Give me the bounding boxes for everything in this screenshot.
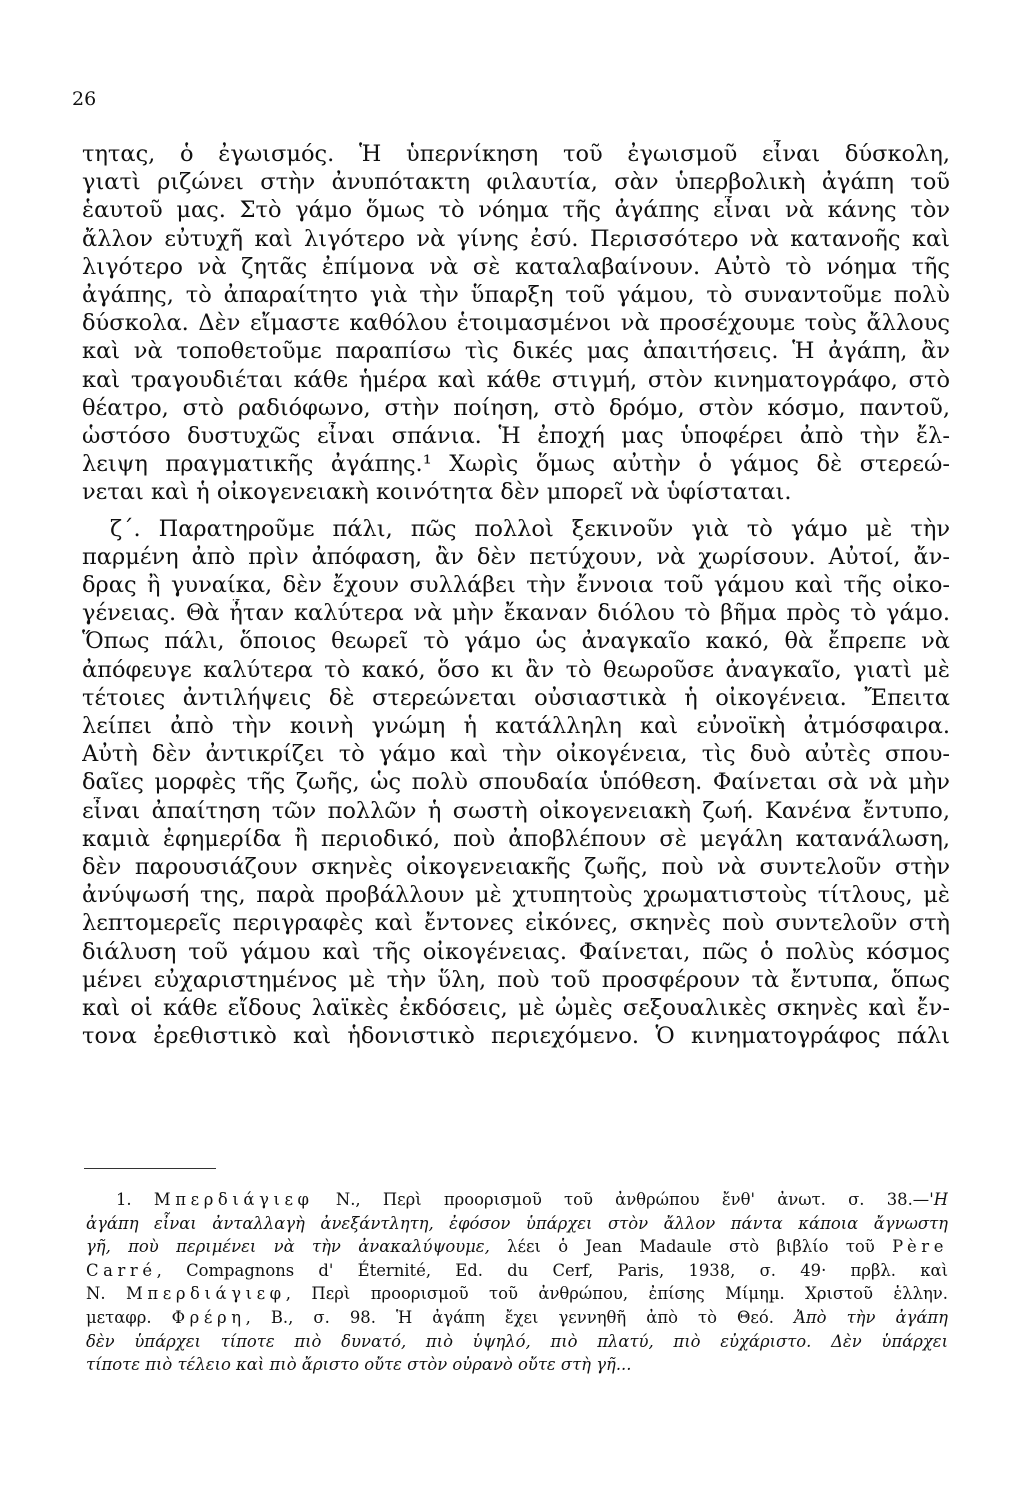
footnote-text: , Β., σ. 98. Ἡ ἀγάπη ἔχει γεννηθῆ ἀπὸ τὸ Θεό. [245,1307,795,1327]
page-number: 26 [72,88,97,110]
text-line: γιατὶ ριζώνει στὴν ἀνυπότακτη φιλαυτία, σὰν ὑπερβολικὴ ἀγάπη τοῦ [82,169,950,196]
footnote-line [86,1282,948,1306]
text-line: δύσκολα. Δὲν εἴμαστε καθόλου ἑτοιμασμένοι νὰ προσέχουμε τοὺς ἄλλους [82,310,950,337]
footnote-line [86,1259,948,1283]
text-line: ἀπόφευγε καλύτερα τὸ κακό, ὅσο κι ἂν τὸ θεωροῦσε ἀναγκαῖο, γιατὶ μὲ [82,656,950,683]
footnote-line [86,1188,948,1212]
text-line: διάλυση τοῦ γάμου καὶ τῆς οἰκογένειας. Φαίνεται, πῶς ὁ πολὺς κόσμος [82,938,950,965]
text-line: λείπει ἀπὸ τὴν κοινὴ γνώμη ἡ κατάλληλη καὶ εὐνοϊκὴ ἀτμόσφαιρα. [82,713,950,740]
footnote-author: Μπερδιάγιεφ [153,1190,314,1209]
text-line: ὡστόσο δυστυχῶς εἶναι σπάνια. Ἡ ἐποχή μας ὑποφέρει ἀπὸ τὴν ἔλ- [82,423,950,450]
text-line: εἶναι ἀπαίτηση τῶν πολλῶν ἡ σωστὴ οἰκογενειακὴ ζωή. Κανένα ἔντυπο, [82,797,950,824]
text-line: τέτοιες ἀντιλήψεις δὲ στερεώνεται οὐσιαστικὰ ἡ οἰκογένεια. Ἔπειτα [82,684,950,711]
footnote-author: Carré [86,1260,157,1280]
footnote-quote: τίποτε πιὸ τέλειο καὶ πιὸ ἄριστο οὔτε στὸν οὐρανὸ οὔτε στὴ γῆ... [86,1355,632,1375]
footnote-text: , Περὶ προορισμοῦ τοῦ ἀνθρώπου, ἐπίσης Μίμηµ. Χριστοῦ ἑλλην. [285,1284,948,1304]
footnote-marker: 1. [116,1190,132,1209]
text-line: τητας, ὁ ἐγωισμός. Ἡ ὑπερνίκηση τοῦ ἐγωισμοῦ εἶναι δύσκολη, [82,141,950,167]
footnote-quote: δὲν ὑπάρχει τίποτε πιὸ δυνατό, πιὸ ὑψηλό, πιὸ πλατύ, πιὸ εὐχάριστο. Δὲν ὑπάρχει [86,1331,948,1351]
text-line: νεται καὶ ἡ οἰκογενειακὴ κοινότητα δὲν μπορεῖ νὰ ὑφίσταται. [82,479,792,506]
text-line: τονα ἐρεθιστικὸ καὶ ἡδονιστικὸ περιεχόμενο. Ὁ κινηματογράφος πάλι [82,1023,950,1050]
paragraph [82,140,950,507]
footnote-quote: Η [933,1190,948,1209]
text-line: Ὅπως πάλι, ὅποιος θεωρεῖ τὸ γάμο ὡς ἀναγκαῖο κακό, θὰ ἔπρεπε νὰ [82,628,950,655]
text-line: ζ΄. Παρατηροῦμε πάλι, πῶς πολλοὶ ξεκινοῦν γιὰ τὸ γάμο μὲ τὴν [110,515,950,542]
text-line: ἀγάπης, τὸ ἀπαραίτητο γιὰ τὴν ὕπαρξη τοῦ γάμου, τὸ συναντοῦμε πολὺ [82,282,950,309]
text-line: Αὐτὴ δὲν ἀντικρίζει τὸ γάμο καὶ τὴν οἰκογένεια, τὶς δυὸ αὐτὲς σπου- [82,741,950,768]
text-line: δὲν παρουσιάζουν σκηνὲς οἰκογενειακῆς ζωῆς, ποὺ νὰ συντελοῦν στὴν [82,854,950,881]
text-line: ἑαυτοῦ μας. Στὸ γάμο ὅμως τὸ νόημα τῆς ἀγάπης εἶναι νὰ κάνης τὸν [82,197,950,224]
footnote-text: Ν. [86,1284,126,1304]
text-line: ἀνύψωσή της, παρὰ προβάλλουν μὲ χτυπητοὺς χρωματιστοὺς τίτλους, μὲ [82,882,950,909]
text-line: ἄλλον εὐτυχῆ καὶ λιγότερο νὰ γίνης ἐσύ. Περισσότερο νὰ κατανοῆς καὶ [82,225,950,252]
text-line: δρας ἢ γυναίκα, δὲν ἔχουν συλλάβει τὴν ἔννοια τοῦ γάμου καὶ τῆς οἰκο- [82,572,950,599]
text-line: λειψη πραγματικῆς ἀγάπης.¹ Χωρὶς ὅμως αὐτὴν ὁ γάμος δὲ στερεώ- [82,451,950,478]
footnote [86,1188,948,1377]
footnote-author: Μπερδιάγιεφ [126,1284,286,1304]
footnote-text: μεταφρ. [86,1307,172,1327]
footnote-text: λέει ὁ Jean Madaule στὸ βιβλίο τοῦ [489,1237,893,1257]
text-line: καὶ οἱ κάθε εἴδους λαϊκὲς ἐκδόσεις, μὲ ὠμὲς σεξουαλικὲς σκηνὲς καὶ ἔν- [82,995,950,1022]
footnote-line [86,1330,948,1354]
footnote-quote: Ἀπὸ τὴν ἀγάπη [794,1307,948,1327]
text-line: καὶ νὰ τοποθετοῦμε παραπίσω τὶς δικές μας ἀπαιτήσεις. Ἡ ἀγάπη, ἂν [82,338,950,365]
text-line: γένειας. Θὰ ἦταν καλύτερα νὰ μὴν ἔκαναν διόλου τὸ βῆμα πρὸς τὸ γάμο. [82,600,950,627]
text-line: καμιὰ ἐφημερίδα ἢ περιοδικό, ποὺ ἀποβλέπουν σὲ μεγάλη κατανάλωση, [82,825,950,852]
body-text [82,140,950,1051]
footnote-quote: ἀγάπη εἶναι ἀνταλλαγὴ ἀνεξάντλητη, ἐφόσον ὑπάρχει στὸν ἄλλον πάντα κάποια ἄγνωστη [86,1213,948,1233]
text-line: καὶ τραγουδιέται κάθε ἡμέρα καὶ κάθε στιγμή, στὸν κινηματογράφο, στὸ [82,366,950,393]
text-line: δαῖες μορφὲς τῆς ζωῆς, ὡς πολὺ σπουδαία ὑπόθεση. Φαίνεται σὰ νὰ μὴν [82,769,950,796]
footnote-line [86,1353,948,1377]
footnote-author: Φρέρη [171,1307,246,1327]
text-line: παρμένη ἀπὸ πρὶν ἀπόφαση, ἂν δὲν πετύχουν, νὰ χωρίσουν. Αὐτοί, ἄν- [82,543,950,570]
footnote-quote: γῆ, ποὺ περιμένει νὰ τὴν ἀνακαλύψουμε, [86,1237,490,1257]
footnote-text: , Compagnons d' Éternité, Ed. du Cerf, Paris, 1938, σ. 49· πρβλ. καὶ [156,1260,948,1280]
footnote-author: Père [892,1237,948,1257]
footnote-line [86,1306,948,1330]
text-line: μένει εὐχαριστημένος μὲ τὴν ὕλη, ποὺ τοῦ προσφέρουν τὰ ἔντυπα, ὅπως [82,966,950,993]
paragraph [82,515,950,1051]
footnote-line [86,1212,948,1236]
text-line: λιγότερο νὰ ζητᾶς ἐπίμονα νὰ σὲ καταλαβαίνουν. Αὐτὸ τὸ νόημα τῆς [82,253,950,280]
footnote-line [86,1235,948,1259]
footnote-divider [84,1168,216,1169]
text-line: λεπτομερεῖς περιγραφὲς καὶ ἔντονες εἰκόνες, σκηνὲς ποὺ συντελοῦν στὴ [82,910,950,937]
text-line: θέατρο, στὸ ραδιόφωνο, στὴν ποίηση, στὸ δρόμο, στὸν κόσμο, παντοῦ, [82,394,950,421]
footnote-text: Ν., Περὶ προορισμοῦ τοῦ ἀνθρώπου ἔνθ' ἀνωτ. σ. 38.—' [313,1190,934,1209]
